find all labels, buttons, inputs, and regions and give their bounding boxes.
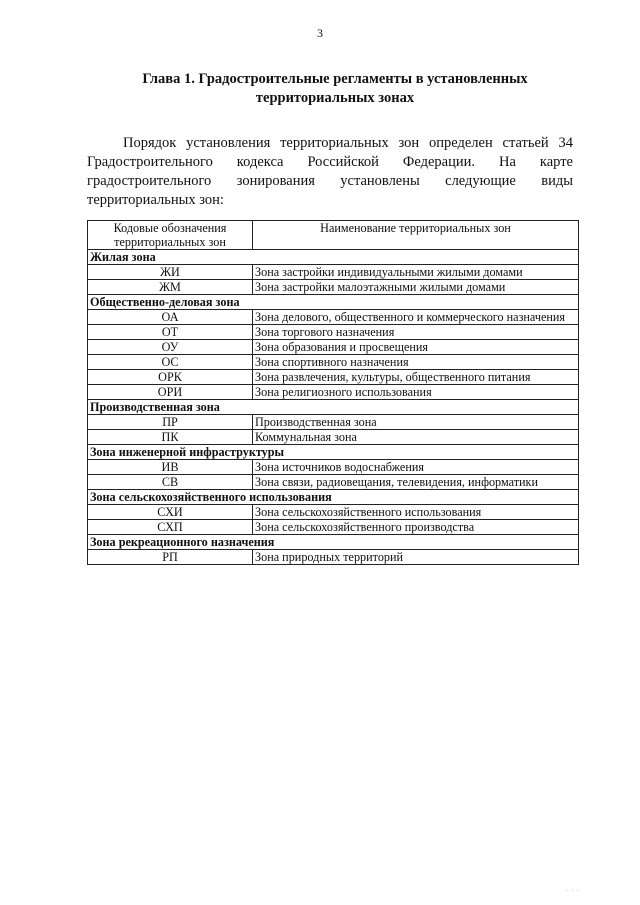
zone-name: Зона природных территорий [253,550,579,565]
zone-name: Зона образования и просвещения [253,340,579,355]
zone-name: Зона религиозного использования [253,385,579,400]
zone-name: Коммунальная зона [253,430,579,445]
intro-paragraph: Порядок установления территориальных зон определен статьей 34 Градостроительного кодекса Российской Федерации. На карте градостроительного зонирования установлены следующие виды территориальных зон: [87,135,573,208]
group-row [88,445,579,460]
zone-name: Зона застройки малоэтажными жилыми домами [253,280,579,295]
zone-code: ЖМ [88,280,253,295]
group-row [88,250,579,265]
zone-name: Зона делового, общественного и коммерческого назначения [253,310,579,325]
zone-name: Зона торгового назначения [253,325,579,340]
group-title: Жилая зона [88,250,579,265]
table-row [88,505,579,520]
table-row [88,460,579,475]
zone-name: Зона источников водоснабжения [253,460,579,475]
table-row [88,550,579,565]
zone-name: Зона сельскохозяйственного использования [253,505,579,520]
zone-name: Зона сельскохозяйственного производства [253,520,579,535]
page-number: 3 [317,26,323,40]
table-row [88,265,579,280]
group-title: Общественно-деловая зона [88,295,579,310]
zone-code: ПР [88,415,253,430]
group-row [88,295,579,310]
name-column-header: Наименование территориальных зон [253,221,579,250]
table-row [88,475,579,490]
table-row [88,280,579,295]
zone-code: СВ [88,475,253,490]
zone-code: ПК [88,430,253,445]
zone-name: Производственная зона [253,415,579,430]
zone-code: ОУ [88,340,253,355]
zone-code: ОРК [88,370,253,385]
table-row [88,340,579,355]
group-row [88,400,579,415]
group-row [88,535,579,550]
table-row [88,355,579,370]
zone-name: Зона связи, радиовещания, телевидения, информатики [253,475,579,490]
zone-code: СХИ [88,505,253,520]
group-title: Производственная зона [88,400,579,415]
code-column-header: Кодовые обозначения территориальных зон [88,221,253,250]
table-row [88,370,579,385]
table-row [88,325,579,340]
group-row [88,490,579,505]
zone-code: ОРИ [88,385,253,400]
zone-name: Зона застройки индивидуальными жилыми домами [253,265,579,280]
table-row [88,310,579,325]
zone-name: Зона спортивного назначения [253,355,579,370]
zone-code: РП [88,550,253,565]
scan-mark: · · · [566,888,580,894]
header-row [88,221,579,250]
zones-table-header [88,221,579,250]
zone-code: ЖИ [88,265,253,280]
table-row [88,415,579,430]
chapter-title: Глава 1. Градостроительные регламенты в установленных территориальных зонах [142,71,528,106]
zone-name: Зона развлечения, культуры, общественного питания [253,370,579,385]
table-row [88,385,579,400]
table-row [88,520,579,535]
zones-table-body [88,250,579,565]
zone-code: ОТ [88,325,253,340]
zone-code: ОА [88,310,253,325]
table-row [88,430,579,445]
zones-table [87,220,579,565]
zone-code: ИВ [88,460,253,475]
zone-code: СХП [88,520,253,535]
group-title: Зона рекреационного назначения [88,535,579,550]
group-title: Зона инженерной инфраструктуры [88,445,579,460]
group-title: Зона сельскохозяйственного использования [88,490,579,505]
zone-code: ОС [88,355,253,370]
